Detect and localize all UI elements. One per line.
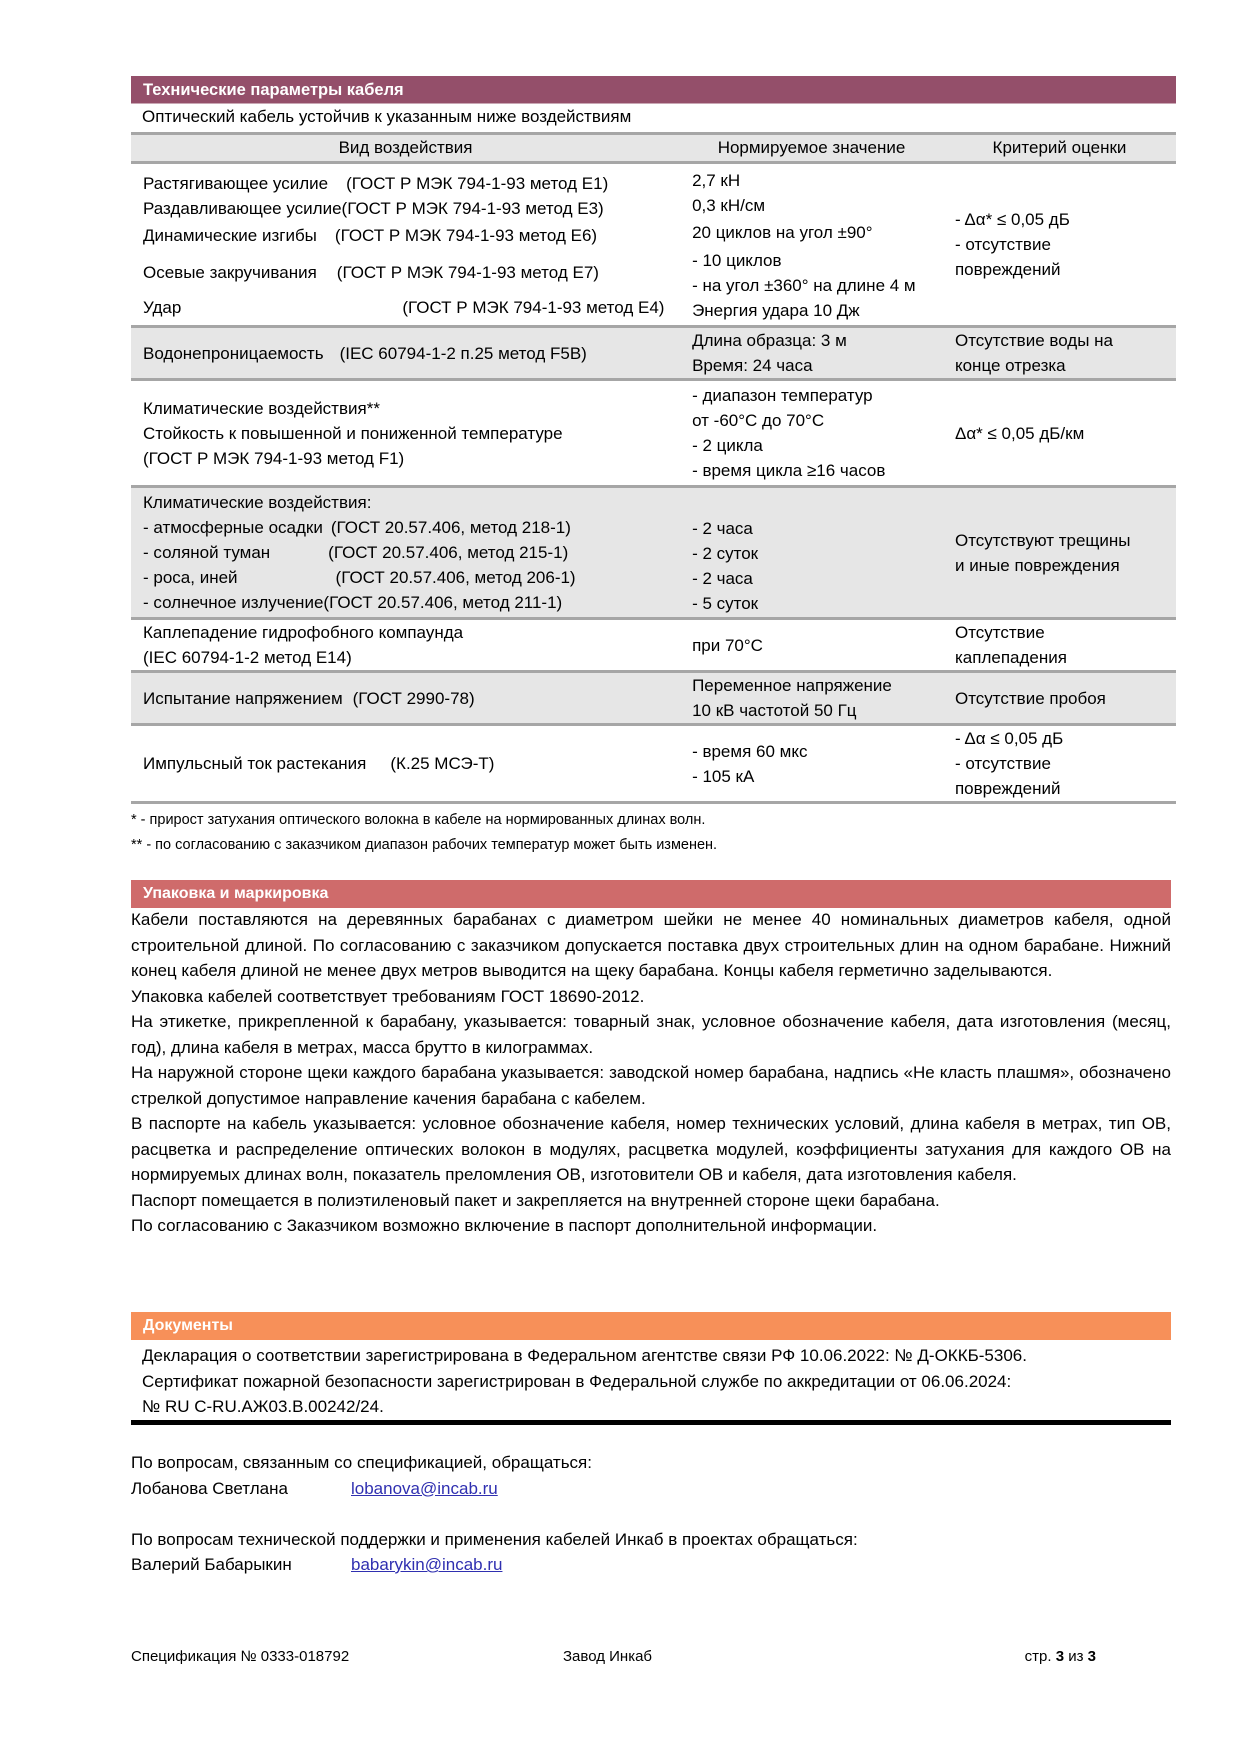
packing-paragraph: Упаковка кабелей соответствует требованиям ГОСТ 18690-2012. (131, 986, 645, 1006)
mech-item: Растягивающее усилие (ГОСТ Р МЭК 794-1-93 метод E1) (143, 174, 609, 193)
packing-text (131, 907, 1171, 1239)
col-header-value: Нормируемое значение (680, 134, 943, 163)
climate-temp-criterion: Δα* ≤ 0,05 дБ/км (954, 423, 1085, 443)
document-line: Сертификат пожарной безопасности зарегистрирован в Федеральной службе по аккредитации от 06.06.2024: (142, 1371, 1012, 1391)
climate-env-item: - соляной туман (ГОСТ 20.57.406, метод 215-1) (143, 543, 569, 562)
table-row-impulse (131, 725, 1176, 803)
climate-env-item: - солнечное излучение(ГОСТ 20.57.406, метод 211-1) (143, 593, 563, 612)
climate-temp-value: - 2 цикла (692, 436, 763, 455)
contact-row (131, 1552, 858, 1578)
packing-paragraph: По согласованию с Заказчиком возможно включение в паспорт дополнительной информации. (131, 1216, 878, 1235)
climate-temp-value: - время цикла ≥16 часов (692, 461, 886, 480)
col-header-criterion: Критерий оценки (943, 134, 1176, 163)
packing-paragraph: На наружной стороне щеки каждого барабана указывается: заводской номер барабана, надпись «Не класть плашмя», обозначено стрелкой допустимое направление качения барабана с кабелем. (131, 1063, 1171, 1108)
drip-value: при 70°С (692, 635, 763, 655)
mech-value: - 10 циклов (692, 251, 782, 270)
climate-temp-line: Стойкость к повышенной и пониженной температуре (143, 423, 563, 443)
mech-item: Удар (ГОСТ Р МЭК 794-1-93 метод E4) (143, 298, 665, 317)
document-line: № RU C-RU.АЖ03.В.00242/24. (142, 1397, 384, 1416)
contacts-block (131, 1450, 858, 1578)
drip-criterion: Отсутствие (954, 623, 1045, 642)
tech-section-header: Технические параметры кабеля (131, 76, 1176, 104)
footer-spec-number: Спецификация № 0333-018792 (131, 1648, 350, 1665)
packing-paragraph: В паспорте на кабель указывается: условное обозначение кабеля, номер технических условий, длина кабеля в метрах, тип ОВ, расцветка и распределение оптических волокон в модулях, расцветка модулей, коэффициенты затухания для каждого ОВ на нормируемых длинах волн, показатель преломления ОВ, изготовители ОВ и кабеля, дата изготовления кабеля. (131, 1114, 1171, 1184)
packing-paragraph: Паспорт помещается в полиэтиленовый пакет и закрепляется на внутренней стороне щеки барабана. (131, 1190, 940, 1210)
climate-temp-line: (ГОСТ Р МЭК 794-1-93 метод F1) (143, 448, 405, 468)
mech-criterion: - Δα* ≤ 0,05 дБ (954, 210, 1070, 229)
contact-intro: По вопросам, связанным со спецификацией, обращаться: (131, 1453, 592, 1472)
contact-name: Валерий Бабарыкин (131, 1555, 292, 1574)
voltage-name: Испытание напряжением (143, 688, 343, 708)
water-std: (IEC 60794-1-2 п.25 метод F5B) (339, 343, 587, 363)
col-header-impact: Вид воздействия (131, 134, 680, 163)
voltage-criterion: Отсутствие пробоя (954, 688, 1106, 708)
tech-params-table (131, 132, 1176, 804)
water-name: Водонепроницаемость (143, 343, 324, 363)
contact-row (131, 1476, 858, 1502)
voltage-value: 10 кВ частотой 50 Гц (692, 701, 857, 720)
climate-env-criterion: Отсутствуют трещины (954, 530, 1131, 550)
table-row-water (131, 327, 1176, 380)
table-row-drip (131, 619, 1176, 672)
packing-section-header: Упаковка и маркировка (131, 880, 1171, 908)
voltage-std: (ГОСТ 2990-78) (352, 688, 475, 708)
impulse-std: (К.25 МСЭ-Т) (390, 754, 495, 773)
mech-value: - на угол ±360° на длине 4 м (692, 276, 916, 295)
climate-temp-line: Климатические воздействия** (143, 398, 380, 418)
impulse-criterion: - Δα ≤ 0,05 дБ (954, 729, 1064, 748)
document-line: Декларация о соответствии зарегистрирована в Федеральном агентстве связи РФ 10.06.2022: № Д-ОККБ-5306. (142, 1346, 1027, 1365)
climate-temp-value: - диапазон температур (692, 386, 873, 405)
water-criterion: конце отрезка (954, 356, 1066, 375)
footnote: * - прирост затухания оптического волокна в кабеле на нормированных длинах волн. (131, 812, 706, 828)
climate-env-title: Климатические воздействия: (143, 493, 372, 512)
tech-intro: Оптический кабель устойчив к указанным ниже воздействиям (142, 107, 632, 126)
impulse-criterion: повреждений (954, 779, 1061, 798)
water-criterion: Отсутствие воды на (954, 331, 1113, 350)
drip-line: Каплепадение гидрофобного компаунда (143, 623, 464, 642)
impulse-name: Импульсный ток растекания (143, 754, 367, 773)
climate-env-value: - 2 суток (692, 544, 759, 563)
packing-paragraph: На этикетке, прикрепленной к барабану, указывается: товарный знак, условное обозначение кабеля, дата изготовления (месяц, год), длина кабеля в метрах, масса брутто в килограммах. (131, 1012, 1171, 1057)
contact-intro: По вопросам технической поддержки и применения кабелей Инкаб в проектах обращаться: (131, 1529, 858, 1549)
contact-email-link[interactable]: lobanova@incab.ru (351, 1478, 498, 1498)
contact-name: Лобанова Светлана (131, 1478, 288, 1498)
table-header-row (131, 134, 1176, 163)
mech-item: Раздавливающее усилие(ГОСТ Р МЭК 794-1-93 метод E3) (143, 199, 604, 218)
documents-divider (131, 1420, 1171, 1425)
impulse-value: - время 60 мкс (692, 741, 808, 761)
mech-item: Динамические изгибы (ГОСТ Р МЭК 794-1-93 метод E6) (143, 226, 598, 245)
impulse-value: - 105 кА (692, 766, 755, 786)
climate-env-item: - роса, иней (ГОСТ 20.57.406, метод 206-1) (143, 568, 576, 587)
mech-item: Осевые закручивания (ГОСТ Р МЭК 794-1-93 метод E7) (143, 263, 599, 282)
footer-company: Завод Инкаб (563, 1648, 653, 1665)
drip-line: (IEC 60794-1-2 метод E14) (143, 648, 352, 667)
climate-env-value: - 2 часа (692, 569, 753, 588)
table-row-mechanical (131, 163, 1176, 327)
water-value: Длина образца: 3 м (692, 331, 847, 350)
climate-env-value: - 5 суток (692, 594, 759, 613)
climate-env-value: - 2 часа (692, 519, 753, 538)
mech-criterion: - отсутствие (954, 235, 1051, 254)
mech-value: 20 циклов на угол ±90° (692, 223, 873, 242)
climate-env-item: - атмосферные осадки (ГОСТ 20.57.406, метод 218-1) (143, 518, 571, 537)
impulse-criterion: - отсутствие (954, 754, 1051, 773)
footnote: ** - по согласованию с заказчиком диапазон рабочих температур может быть изменен. (131, 837, 718, 853)
table-row-voltage (131, 672, 1176, 725)
voltage-value: Переменное напряжение (692, 676, 892, 695)
climate-temp-value: от -60°С до 70°С (692, 411, 825, 430)
mech-value: Энергия удара 10 Дж (692, 301, 860, 320)
packing-paragraph: Кабели поставляются на деревянных барабанах с диаметром шейки не менее 40 номинальных диаметров кабеля, одной строительной длиной. По согласованию с заказчиком допускается поставка двух строительных длин на одном барабане. Нижний конец кабеля длиной не менее двух метров выводится на щеку барабана. Концы кабеля герметично заделываются. (131, 910, 1171, 980)
table-row-climate-temp (131, 380, 1176, 487)
table-footnotes (131, 808, 717, 858)
documents-text (142, 1343, 1027, 1420)
drip-criterion: каплепадения (954, 648, 1067, 667)
footer-page-number: стр. 3 из 3 (1024, 1648, 1096, 1665)
mech-value: 0,3 кН/см (692, 196, 766, 215)
mech-value: 2,7 кН (692, 171, 741, 190)
climate-env-criterion: и иные повреждения (954, 555, 1120, 575)
contact-email-link[interactable]: babarykin@incab.ru (351, 1555, 503, 1574)
water-value: Время: 24 часа (692, 356, 813, 375)
table-row-climate-env (131, 487, 1176, 619)
mech-criterion: повреждений (954, 260, 1061, 279)
documents-section-header: Документы (131, 1312, 1171, 1340)
